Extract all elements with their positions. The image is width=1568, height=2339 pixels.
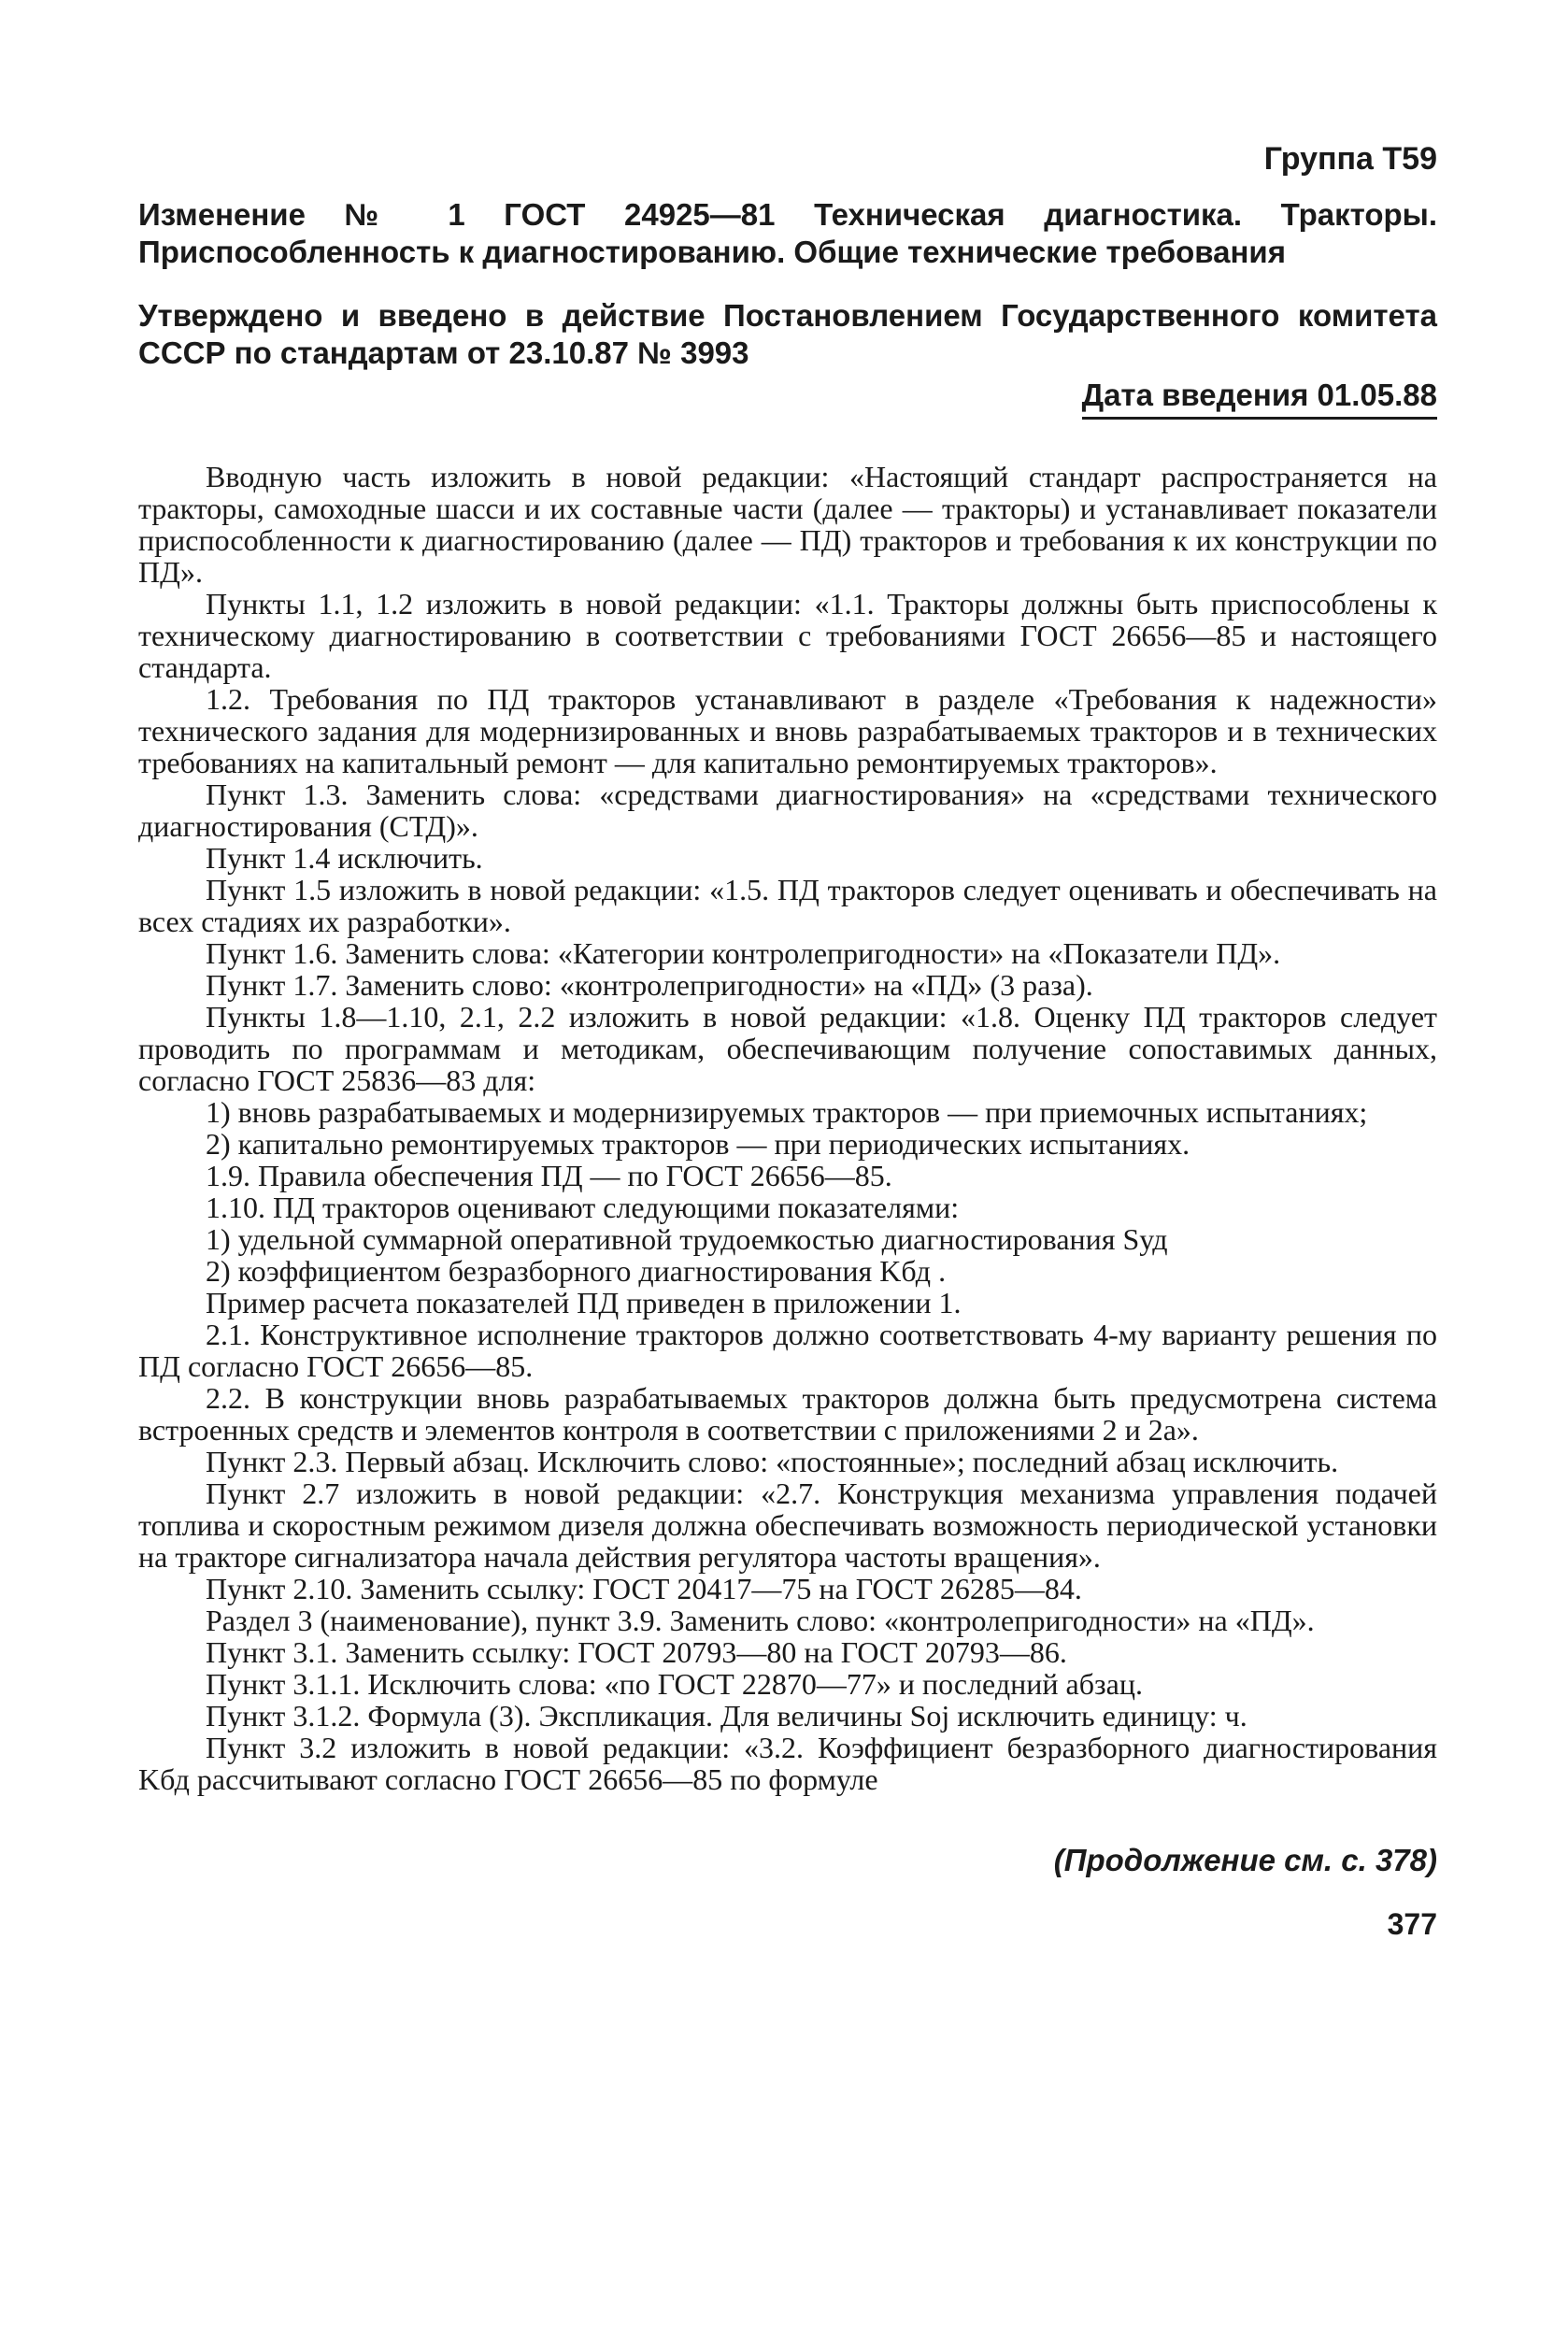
paragraph: Пункт 3.1. Заменить ссылку: ГОСТ 20793—80 на ГОСТ 20793—86. [206, 1635, 1067, 1669]
paragraph: Раздел 3 (наименование), пункт 3.9. Заменить слово: «контролепригодности» на «ПД». [206, 1604, 1315, 1637]
paragraph: 1.10. ПД тракторов оценивают следующими показателями: [206, 1191, 960, 1224]
paragraph: 2) капитально ремонтируемых тракторов — при периодических испытаниях. [206, 1127, 1190, 1161]
paragraph: Пункт 2.3. Первый абзац. Исключить слово: «постоянные»; последний абзац исключить. [206, 1445, 1339, 1478]
paragraph: 2) коэффициентом безразборного диагностирования Kбд . [206, 1254, 947, 1288]
paragraph: Пункт 1.6. Заменить слова: «Категории контролепригодности» на «Показатели ПД». [206, 936, 1281, 970]
amendment-body [138, 461, 1437, 1795]
effective-date [138, 376, 1437, 420]
page-number: 377 [1387, 1907, 1437, 1941]
paragraph: Пункт 3.1.1. Исключить слова: «по ГОСТ 22870—77» и последний абзац. [206, 1667, 1143, 1701]
paragraph: Пункт 1.4 исключить. [206, 841, 483, 875]
effective-date-text: Дата введения 01.05.88 [1082, 376, 1437, 420]
paragraph: Пункт 1.7. Заменить слово: «контролепригодности» на «ПД» (3 раза). [206, 968, 1093, 1002]
paragraph: 2.2. В конструкции вновь разрабатываемых тракторов должна быть предусмотрена система встроенных средств и элементов контроля в соответствии с приложениями 2 и 2а». [138, 1381, 1437, 1447]
amendment-title: Изменение № 1 ГОСТ 24925—81 Техническая диагностика. Тракторы. Приспособленность к диагностированию. Общие технические требования [138, 197, 1437, 269]
paragraph: Пункт 2.10. Заменить ссылку: ГОСТ 20417—75 на ГОСТ 26285—84. [206, 1572, 1082, 1605]
paragraph: Пример расчета показателей ПД приведен в приложении 1. [206, 1286, 962, 1319]
paragraph: Пункт 2.7 изложить в новой редакции: «2.7. Конструкция механизма управления подачей топлива и скоростным режимом дизеля должна обеспечивать возможность периодической установки на тракторе сигнализатора начала действия регулятора частоты вращения». [138, 1476, 1437, 1574]
paragraph: 1.2. Требования по ПД тракторов устанавливают в разделе «Требования к надежности» технического задания для модернизированных и вновь разрабатываемых тракторов и в технических требованиях на капитальный ремонт — для капитально ремонтируемых тракторов». [138, 682, 1437, 779]
paragraph: 1.9. Правила обеспечения ПД — по ГОСТ 26656—85. [206, 1159, 892, 1192]
approval-statement: Утверждено и введено в действие Постановлением Государственного комитета СССР по стандартам от 23.10.87 № 3993 [138, 298, 1437, 370]
paragraph: 2.1. Конструктивное исполнение тракторов должно соответствовать 4-му варианту решения по ПД согласно ГОСТ 26656—85. [138, 1318, 1437, 1383]
continuation-note: (Продолжение см. с. 378) [1053, 1843, 1437, 1877]
paragraph: 1) вновь разрабатываемых и модернизируемых тракторов — при приемочных испытаниях; [206, 1095, 1368, 1129]
paragraph: Пункт 1.3. Заменить слова: «средствами диагностирования» на «средствами технического диагностирования (СТД)». [138, 777, 1437, 843]
paragraph: Пункт 1.5 изложить в новой редакции: «1.5. ПД тракторов следует оценивать и обеспечивать на всех стадиях их разработки». [138, 873, 1437, 938]
paragraph: Пункт 3.2 изложить в новой редакции: «3.2. Коэффициент безразборного диагностирования Kбд рассчитывают согласно ГОСТ 26656—85 по формуле [138, 1731, 1437, 1796]
group-label: Группа Т59 [1263, 141, 1437, 177]
paragraph: Пункт 3.1.2. Формула (3). Экспликация. Для величины Soj исключить единицу: ч. [206, 1699, 1247, 1733]
paragraph: Пункты 1.1, 1.2 изложить в новой редакции: «1.1. Тракторы должны быть приспособлены к техническому диагностированию в соответствии с требованиями ГОСТ 26656—85 и настоящего стандарта. [138, 587, 1437, 684]
paragraph: Пункты 1.8—1.10, 2.1, 2.2 изложить в новой редакции: «1.8. Оценку ПД тракторов следует проводить по программам и методикам, обеспечивающим получение сопоставимых данных, согласно ГОСТ 25836—83 для: [138, 1000, 1437, 1097]
paragraph: Вводную часть изложить в новой редакции: «Настоящий стандарт распространяется на тракторы, самоходные шасси и их составные части (далее — тракторы) и устанавливает показатели приспособленности к диагностированию (далее — ПД) тракторов и требования к их конструкции по ПД». [138, 460, 1437, 589]
paragraph: 1) удельной суммарной оперативной трудоемкостью диагностирования Sуд [206, 1222, 1168, 1256]
document-page [138, 140, 1437, 1943]
